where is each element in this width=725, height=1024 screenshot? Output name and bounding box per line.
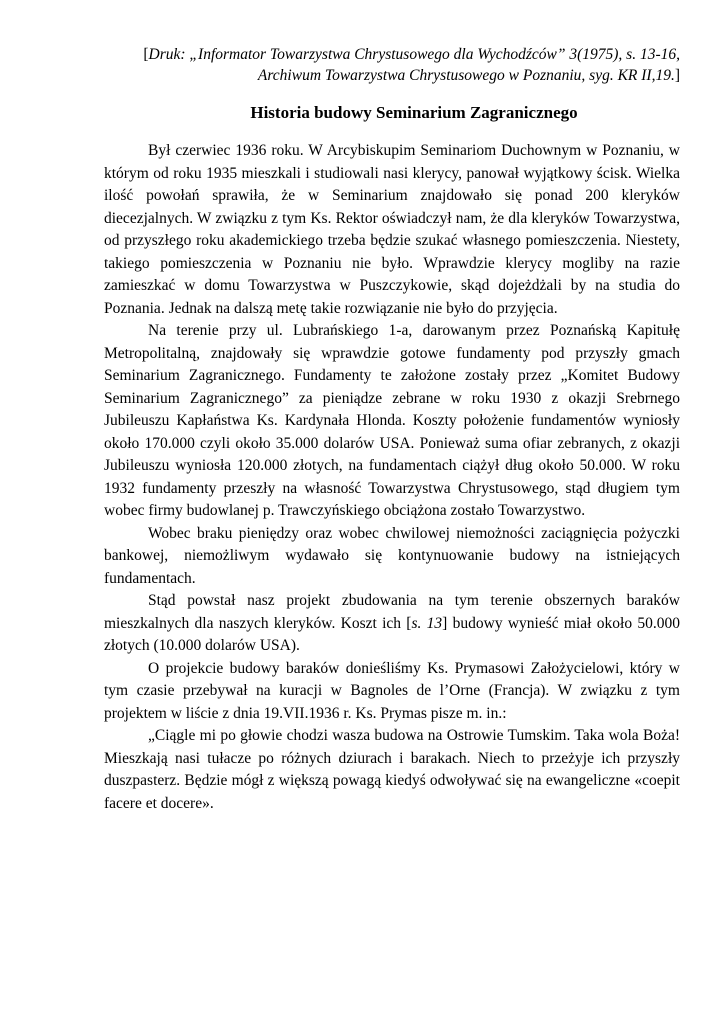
source-citation-line-2 [104, 65, 680, 86]
open-bracket: [ [143, 46, 149, 63]
source-citation [104, 44, 680, 86]
paragraph-text: Stąd powstał nasz projekt zbudowania na tym terenie obszernych baraków mieszkalnych dla naszych kleryków. Koszt ich [ [104, 592, 680, 632]
paragraph [104, 590, 680, 658]
document-title: Historia budowy Seminarium Zagranicznego [250, 103, 578, 122]
paragraph-text: ] budowy wynieść miał około 50.000 złotych (10.000 dolarów USA). [104, 614, 680, 654]
source-citation-line-1 [104, 44, 680, 65]
document-body [104, 140, 680, 815]
paragraph: Wobec braku pieniędzy oraz wobec chwilowej niemożności zaciągnięcia pożyczki bankowej, niemożliwym wydawało się kontynuowanie budowy na istniejących fundamentach. [104, 524, 680, 587]
paragraph: Na terenie przy ul. Lubrańskiego 1-a, darowanym przez Poznańską Kapitułę Metropolitalną, znajdowały się wprawdzie gotowe fundamenty pod przyszły gmach Seminarium Zagranicznego. Fundamenty te założone zostały przez „Komitet Budowy Seminarium Zagranicznego” za pieniądze zebrane w roku 1930 z okazji Srebrnego Jubileuszu Kapłaństwa Ks. Kardynała Hlonda. Koszty położenie fundamentów wyniosły około 170.000 czyli około 35.000 dolarów USA. Ponieważ suma ofiar zebranych, z okazji Jubileuszu wyniosła 120.000 złotych, na fundamentach ciążył dług około 50.000. W roku 1932 fundamenty przeszły na własność Towarzystwa Chrystusowego, stąd długiem tym wobec firmy budowlanej p. Trawczyńskiego obciążona zostało Towarzystwo. [104, 322, 680, 519]
paragraph: O projekcie budowy baraków donieśliśmy Ks. Prymasowi Założycielowi, który w tym czasie przebywał na kuracji w Bagnoles de l’Orne (Francja). W związku z tym projektem w liście z dnia 19.VII.1936 r. Ks. Prymas pisze m. in.: [104, 659, 680, 722]
source-citation-text-2: Archiwum Towarzystwa Chrystusowego w Poznaniu, syg. KR II,19. [257, 67, 675, 84]
paragraph: Był czerwiec 1936 roku. W Arcybiskupim Seminariom Duchownym w Poznaniu, w którym od roku 1935 mieszkali i studiowali nasi klerycy, panował wyjątkowy ścisk. Wielka ilość powołań sprawiła, że w Seminarium znajdowało się ponad 200 kleryków diecezjalnych. W związku z tym Ks. Rektor oświadczył nam, że dla kleryków Towarzystwa, od przyszłego roku akademickiego trzeba będzie szukać własnego pomieszczenia. Niestety, takiego pomieszczenia w Poznaniu nie było. Wprawdzie klerycy mogliby na razie zamieszkać w domu Towarzystwa w Puszczykowie, skąd dojeżdżali by na studia do Poznania. Jednak na dalszą metę takie rozwiązanie nie było do przyjęcia. [104, 142, 680, 317]
quotation-paragraph: „Ciągle mi po głowie chodzi wasza budowa na Ostrowie Tumskim. Taka wola Boża! Mieszkają nasi tułacze po różnych dziurach i barakach. Niech to przeżyje ich przyszły duszpasterz. Będzie mógł z większą powagą kiedyś odwoływać się na ewangeliczne «coepit facere et docere». [104, 727, 680, 812]
page-reference: s. 13 [411, 614, 443, 632]
document-page [104, 44, 680, 815]
source-citation-text-1: Druk: „Informator Towarzystwa Chrystusowego dla Wychodźców” 3(1975), s. 13-16, [148, 46, 680, 63]
close-bracket: ] [674, 67, 680, 84]
